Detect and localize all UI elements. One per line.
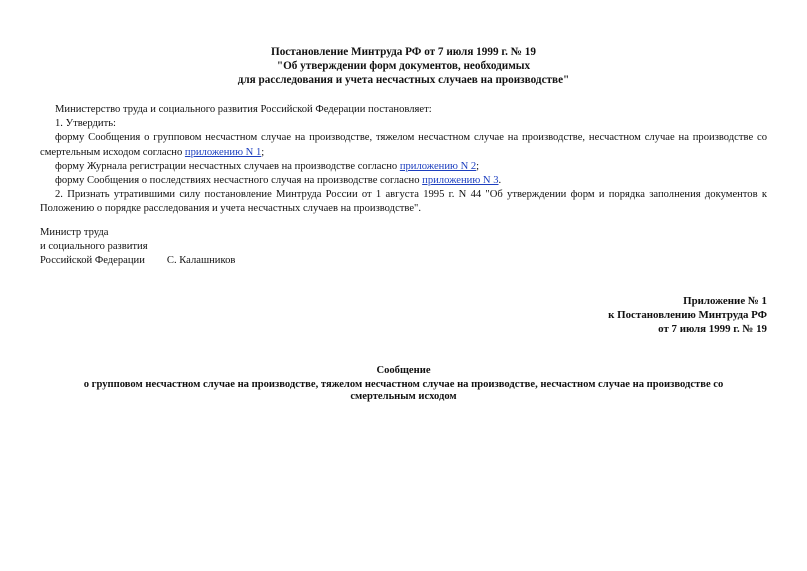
signature-line-3: [40, 254, 235, 268]
appendix-line-1: Приложение № 1: [683, 295, 767, 307]
item-1-paragraph: 1. Утвердить:: [55, 118, 116, 130]
intro-paragraph: Министерство труда и социального развития Российской Федерации постановляет:: [55, 104, 432, 115]
document-title: [0, 45, 807, 87]
signature-position: Российской Федерации: [40, 255, 145, 267]
form-3-paragraph: [40, 174, 767, 188]
title-line-1: Постановление Минтруда РФ от 7 июля 1999 г. № 19: [271, 46, 536, 58]
message-subtitle: о групповом несчастном случае на производстве, тяжелом несчастном случае на производстве, несчастном случае на производстве со смертельным исходом: [83, 378, 724, 403]
appendix-2-link[interactable]: приложению N 2: [399, 160, 477, 172]
appendix-header: [608, 294, 767, 337]
form-1-paragraph: [40, 131, 767, 159]
form-2-text: форму Журнала регистрации несчастных случаев на производстве согласно: [55, 160, 400, 172]
appendix-1-link[interactable]: приложению N 1: [184, 146, 262, 158]
appendix-3-link[interactable]: приложению N 3: [422, 175, 499, 187]
message-heading: [50, 365, 757, 404]
appendix-line-2: к Постановлению Минтруда РФ: [608, 309, 767, 322]
title-line-2: "Об утверждении форм документов, необходимых: [276, 60, 531, 72]
form-2-end: ;: [476, 160, 480, 172]
signature-block: [40, 226, 235, 269]
form-1-end: ;: [261, 146, 265, 158]
message-title: Сообщение: [376, 365, 431, 376]
signature-line-1: Министр труда: [40, 227, 109, 238]
document-body: [40, 103, 767, 217]
item-2-paragraph: 2. Признать утратившими силу постановление Минтруда России от 1 августа 1995 г. N 44 "Об утверждении форм и порядка заполнения документов к Положению о порядке расследования и учета несчастных случаев на производстве".: [40, 189, 767, 215]
form-2-paragraph: [40, 160, 767, 174]
appendix-line-3: от 7 июля 1999 г. № 19: [658, 323, 767, 336]
form-3-end: .: [498, 175, 502, 187]
title-line-3: для расследования и учета несчастных случаев на производстве": [237, 74, 570, 86]
signature-name: С. Калашников: [166, 255, 236, 267]
form-1-text: форму Сообщения о групповом несчастном случае на производстве, тяжелом несчастном случае на производстве, несчастном случае на производстве со смертельным исходом согласно: [40, 132, 767, 158]
signature-line-2: и социального развития: [40, 241, 148, 253]
form-3-text: форму Сообщения о последствиях несчастного случая на производстве согласно: [55, 175, 423, 187]
